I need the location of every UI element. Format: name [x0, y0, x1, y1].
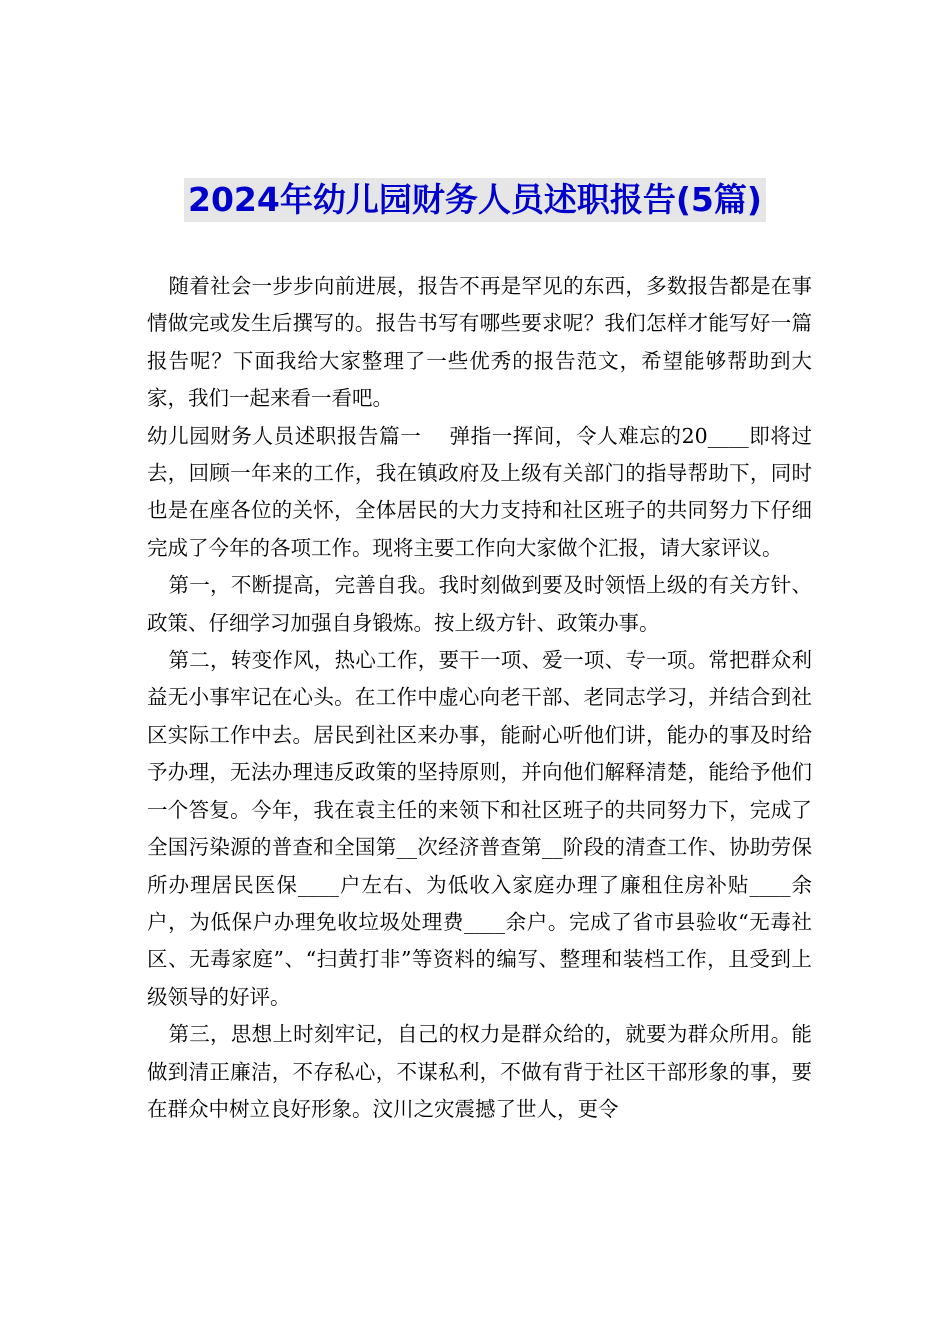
document-body	[147, 268, 812, 1128]
title-container	[0, 178, 950, 222]
document-title: 2024年幼儿园财务人员述职报告(5篇)	[184, 178, 766, 222]
point-three-paragraph: 第三，思想上时刻牢记，自己的权力是群众给的，就要为群众所用。能做到清正廉洁，不存私心，不谋私利，不做有背于社区干部形象的事，要在群众中树立良好形象。汶川之灾震撼了世人，更令	[147, 1022, 812, 1121]
intro-paragraph: 随着社会一步步向前进展，报告不再是罕见的东西，多数报告都是在事情做完或发生后撰写的。报告书写有哪些要求呢？我们怎样才能写好一篇报告呢？下面我给大家整理了一些优秀的报告范文，希望能够帮助到大家，我们一起来看一看吧。	[147, 274, 812, 411]
point-two-paragraph: 第二，转变作风，热心工作，要干一项、爱一项、专一项。常把群众利益无小事牢记在心头。在工作中虚心向老干部、老同志学习，并结合到社区实际工作中去。居民到社区来办事，能耐心听他们讲，能办的事及时给予办理，无法办理违反政策的坚持原则，并向他们解释清楚，能给予他们一个答复。今年，我在袁主任的来领下和社区班子的共同努力下，完成了全国污染源的普查和全国第__次经济普查第__阶段的清查工作、协助劳保所办理居民医保____户左右、为低收入家庭办理了廉租住房补贴____余户，为低保户办理免收垃圾处理费____余户。完成了省市县验收“无毒社区、无毒家庭”、“扫黄打非”等资料的编写、整理和装档工作，且受到上级领导的好评。	[147, 648, 812, 1009]
section-one-paragraph: 幼儿园财务人员述职报告篇一 弹指一挥间，令人难忘的20____即将过去，回顾一年来的工作，我在镇政府及上级有关部门的指导帮助下，同时也是在座各位的关怀，全体居民的大力支持和社区班子的共同努力下仔细完成了今年的各项工作。现将主要工作向大家做个汇报，请大家评议。	[147, 423, 812, 560]
point-one-paragraph: 第一，不断提高，完善自我。我时刻做到要及时领悟上级的有关方针、政策、仔细学习加强自身锻炼。按上级方针、政策办事。	[147, 573, 812, 635]
